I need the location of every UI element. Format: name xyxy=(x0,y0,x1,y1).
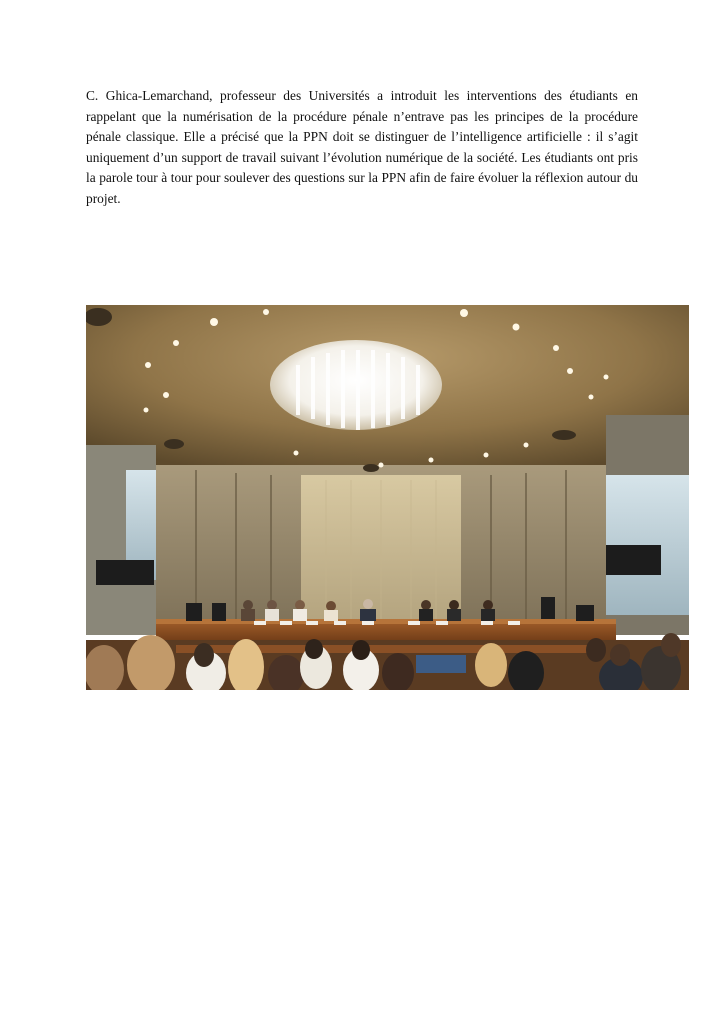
laptop-screen xyxy=(416,655,466,673)
body-paragraph: C. Ghica-Lemarchand, professeur des Universités a introduit les interventions des étudiants en rappelant que la numérisation de la procédure pénale n’entrave pas les principes de la procédure pénale classique. Elle a précisé que la PPN doit se distinguer de l’intelligence artificielle : il s’agit uniquement d’un support de travail suivant l’évolution numérique de la société. Les étudiants ont pris la parole tour à tour pour soulever des questions sur la PPN afin de faire évoluer la réflexion autour du projet. xyxy=(86,88,638,206)
conference-photo-drawing xyxy=(86,305,689,690)
right-screen xyxy=(606,545,661,575)
left-screen xyxy=(96,560,154,585)
conference-photo xyxy=(86,305,689,690)
